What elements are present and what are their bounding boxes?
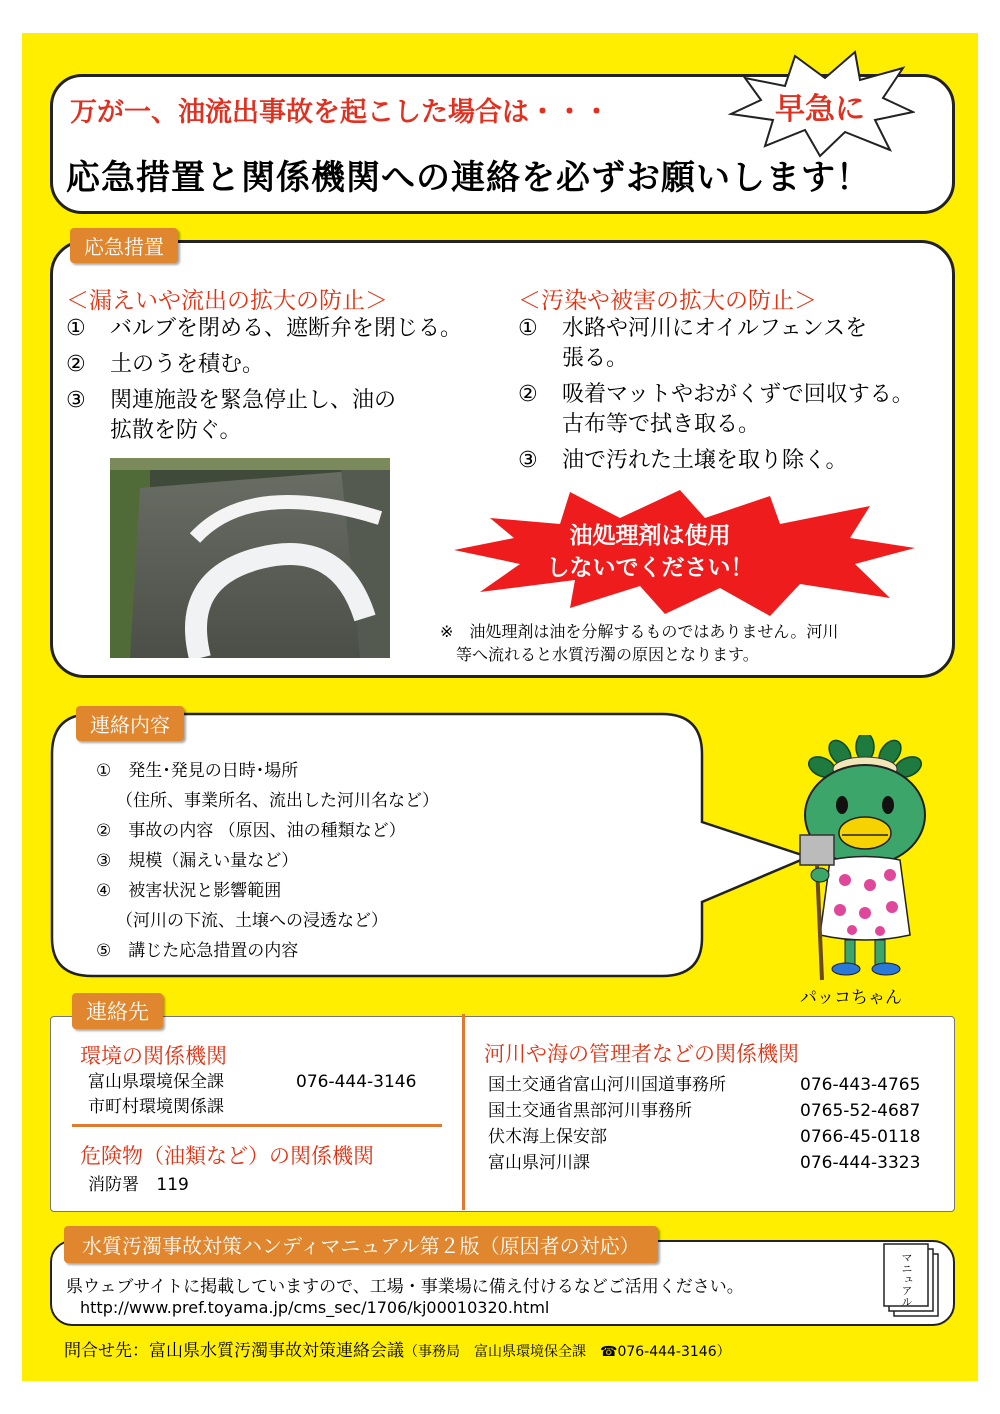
burst-label: 早急に bbox=[775, 92, 865, 127]
manual-tab: 水質汚濁事故対策ハンディマニュアル第２版（原因者の対応） bbox=[64, 1226, 658, 1263]
oil-fence-photo bbox=[110, 458, 390, 658]
footer-text: 問合せ先：富山県水質汚濁事故対策連絡会議（事務局 富山県環境保全課 ☎076-444-3146） bbox=[64, 1341, 731, 1361]
left-item-2: ② 土のうを積む。 bbox=[66, 352, 265, 377]
river-row-4: 富山県河川課 076-444-3323 bbox=[488, 1153, 921, 1173]
right-item-1: ① 水路や河川にオイルフェンスを 張る。 bbox=[518, 316, 868, 371]
env-row-1: 富山県環境保全課 076-444-3146 bbox=[88, 1072, 417, 1092]
contacts-tab: 連絡先 bbox=[72, 993, 163, 1029]
manual-book-icon bbox=[880, 1242, 950, 1322]
left-item-1: ① バルブを閉める、遮断弁を閉じる。 bbox=[66, 316, 463, 341]
contact-content-list: ① 発生･発見の日時･場所 （住所、事業所名、流出した河川名など） ② 事故の内容 （原因、油の種類など） ③ 規模（漏えい量など） ④ 被害状況と影響範囲 （河川の下流、土壌への浸透など） ⑤ 講じた応急措置の内容 bbox=[96, 761, 439, 961]
header-subtitle: 万が一、油流出事故を起こした場合は・・・ bbox=[70, 97, 610, 128]
manual-book-label: マニュアル bbox=[900, 1252, 913, 1307]
river-row-3: 伏木海上保安部 0766-45-0118 bbox=[488, 1127, 921, 1147]
env-heading: 環境の関係機関 bbox=[80, 1044, 227, 1068]
manual-text: 県ウェブサイトに掲載していますので、工場・事業場に備え付けるなどご活用ください。 bbox=[66, 1277, 744, 1297]
river-row-1: 国土交通省富山河川国道事務所 076-443-4765 bbox=[488, 1075, 921, 1095]
hazard-heading: 危険物（油類など）の関係機関 bbox=[80, 1144, 374, 1168]
river-row-2: 国土交通省黒部河川事務所 0765-52-4687 bbox=[488, 1101, 921, 1121]
manual-url[interactable]: http://www.pref.toyama.jp/cms_sec/1706/kj00010320.html bbox=[80, 1298, 550, 1317]
right-item-3: ③ 油で汚れた土壌を取り除く。 bbox=[518, 448, 848, 473]
header-title: 応急措置と関係機関への連絡を必ずお願いします！ bbox=[66, 158, 871, 198]
env-rows bbox=[88, 1070, 416, 1120]
contacts-divider bbox=[462, 1014, 465, 1210]
river-rows bbox=[488, 1072, 920, 1176]
river-heading: 河川や海の管理者などの関係機関 bbox=[484, 1042, 799, 1066]
hazard-row-1: 消防署 119 bbox=[88, 1175, 189, 1195]
emergency-tab: 応急措置 bbox=[70, 228, 178, 263]
env-hazard-divider bbox=[72, 1124, 442, 1127]
mascot-name: パッコちゃん bbox=[800, 988, 902, 1008]
left-item-3: ③ 関連施設を緊急停止し、油の 拡散を防ぐ。 bbox=[66, 388, 397, 443]
right-list bbox=[518, 314, 948, 476]
right-heading: ＜汚染や被害の拡大の防止＞ bbox=[518, 288, 817, 314]
note-text: ※ 油処理剤は油を分解するものではありません。河川 等へ流れると水質汚濁の原因となります。 bbox=[440, 622, 839, 664]
env-row-2: 市町村環境関係課 bbox=[88, 1097, 224, 1117]
warning-text: 油処理剤は使用 しないでください！ bbox=[546, 523, 754, 581]
left-heading: ＜漏えいや流出の拡大の防止＞ bbox=[66, 288, 388, 314]
mascot-illustration bbox=[770, 735, 960, 985]
right-item-2: ② 吸着マットやおがくずで回収する。 古布等で拭き取る。 bbox=[518, 382, 914, 437]
contact-content-tab: 連絡内容 bbox=[76, 706, 184, 741]
left-list bbox=[66, 314, 506, 446]
